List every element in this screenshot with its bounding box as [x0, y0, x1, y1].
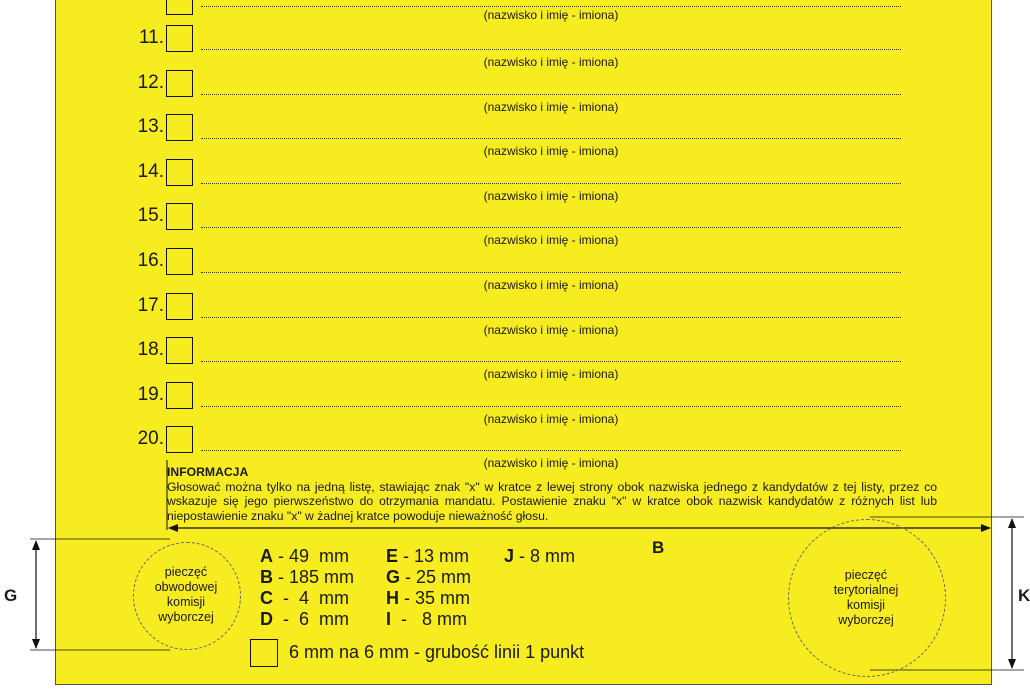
candidate-sublabel: (nazwisko i imię - imiona): [483, 144, 619, 159]
stamp-right-line-1: pieczęć: [844, 568, 888, 582]
candidate-sublabel: (nazwisko i imię - imiona): [483, 99, 619, 114]
stamp-text-right: [806, 568, 926, 628]
candidate-sublabel: (nazwisko i imię - imiona): [483, 322, 619, 337]
candidate-sublabel: (nazwisko i imię - imiona): [483, 411, 619, 426]
candidate-sublabel: (nazwisko i imię - imiona): [483, 367, 619, 382]
dimension-e-value: - 13 mm: [398, 546, 470, 566]
dimension-g: [386, 567, 471, 588]
candidate-sublabel: (nazwisko i imię - imiona): [483, 188, 619, 203]
dimension-a: [260, 546, 349, 567]
dimension-d-value: - 6 mm: [273, 609, 349, 629]
candidate-number: 14.: [137, 160, 164, 182]
candidate-number: 11.: [138, 27, 164, 48]
dimension-label-k: K: [1018, 586, 1030, 605]
dimension-label-g: G: [4, 586, 18, 605]
candidate-sublabel: (nazwisko i imię - imiona): [483, 278, 619, 292]
stamp-left-line-3: komisji: [166, 595, 206, 609]
candidate-number: 12.: [137, 71, 164, 93]
dimension-b-letter: B: [260, 567, 273, 587]
dimension-c-value: - 4 mm: [273, 588, 349, 608]
dimension-e: [386, 546, 469, 567]
dimension-i-value: - 8 mm: [391, 609, 468, 629]
box-note: 6 mm na 6 mm - grubość linii 1 punkt: [289, 642, 585, 662]
dimension-h-value: - 35 mm: [399, 588, 471, 608]
dimension-h-letter: H: [386, 588, 399, 608]
dimension-h: [386, 588, 470, 609]
dimension-g-letter: G: [386, 567, 401, 587]
candidate-number: 15.: [137, 205, 164, 227]
dimension-g-value: - 25 mm: [400, 567, 472, 587]
candidate-sublabel: (nazwisko i imię - imiona): [483, 55, 619, 69]
candidate-number: 13.: [137, 116, 164, 138]
candidate-number: 16.: [137, 250, 164, 271]
dimension-j: [504, 546, 575, 567]
dimension-a-letter: A: [260, 546, 273, 566]
information-text: Głosować można tylko na jedną listę, stawiając znak "x" w kratce z lewej strony obok nazwiska jednego z kandydatów z tej listy, przez co wskazuje się jego pierwszeństwo do otrzymania mandatu. Postawienie znaku "x" w kratce obok nazwisk kandydatów z różnych list lub niepostawienie znaku "x" w żadnej kratce powoduje nieważność głosu.: [167, 479, 937, 523]
candidate-number: 17.: [137, 294, 164, 316]
stamp-right-line-4: wyborczej: [838, 613, 894, 627]
dimension-d-letter: D: [260, 609, 273, 629]
stamp-left-line-4: wyborczej: [158, 610, 214, 624]
candidate-number: 20.: [137, 428, 164, 450]
candidate-sublabel-10: (nazwisko i imię - imiona): [483, 8, 619, 22]
information-title: INFORMACJA: [167, 465, 249, 479]
dimension-j-value: - 8 mm: [514, 546, 576, 566]
sample-box: [250, 639, 278, 667]
dimension-i: [386, 609, 467, 630]
dimension-e-letter: E: [386, 546, 399, 566]
stamp-left-line-2: obwodowej: [154, 580, 218, 594]
dimension-i-letter: I: [386, 609, 392, 629]
candidate-number: 18.: [137, 339, 164, 361]
dimension-a-value: - 49 mm: [273, 546, 350, 566]
candidate-sublabel: (nazwisko i imię - imiona): [483, 456, 619, 471]
dimension-c: [260, 588, 349, 609]
dimension-label-b: B: [652, 538, 665, 557]
dimension-c-letter: C: [260, 588, 273, 608]
dimension-d: [260, 609, 349, 630]
dimension-b-value: - 185 mm: [273, 567, 355, 587]
dimension-b: [260, 567, 354, 588]
candidate-number: 19.: [137, 383, 164, 405]
stamp-right-line-2: terytorialnej: [833, 583, 899, 597]
dimension-j-letter: J: [504, 546, 515, 566]
stamp-text-left: [138, 565, 234, 625]
candidate-sublabel: (nazwisko i imię - imiona): [483, 233, 619, 248]
stamp-left-line-1: pieczęć: [164, 565, 208, 579]
stamp-right-line-3: komisji: [846, 598, 886, 612]
